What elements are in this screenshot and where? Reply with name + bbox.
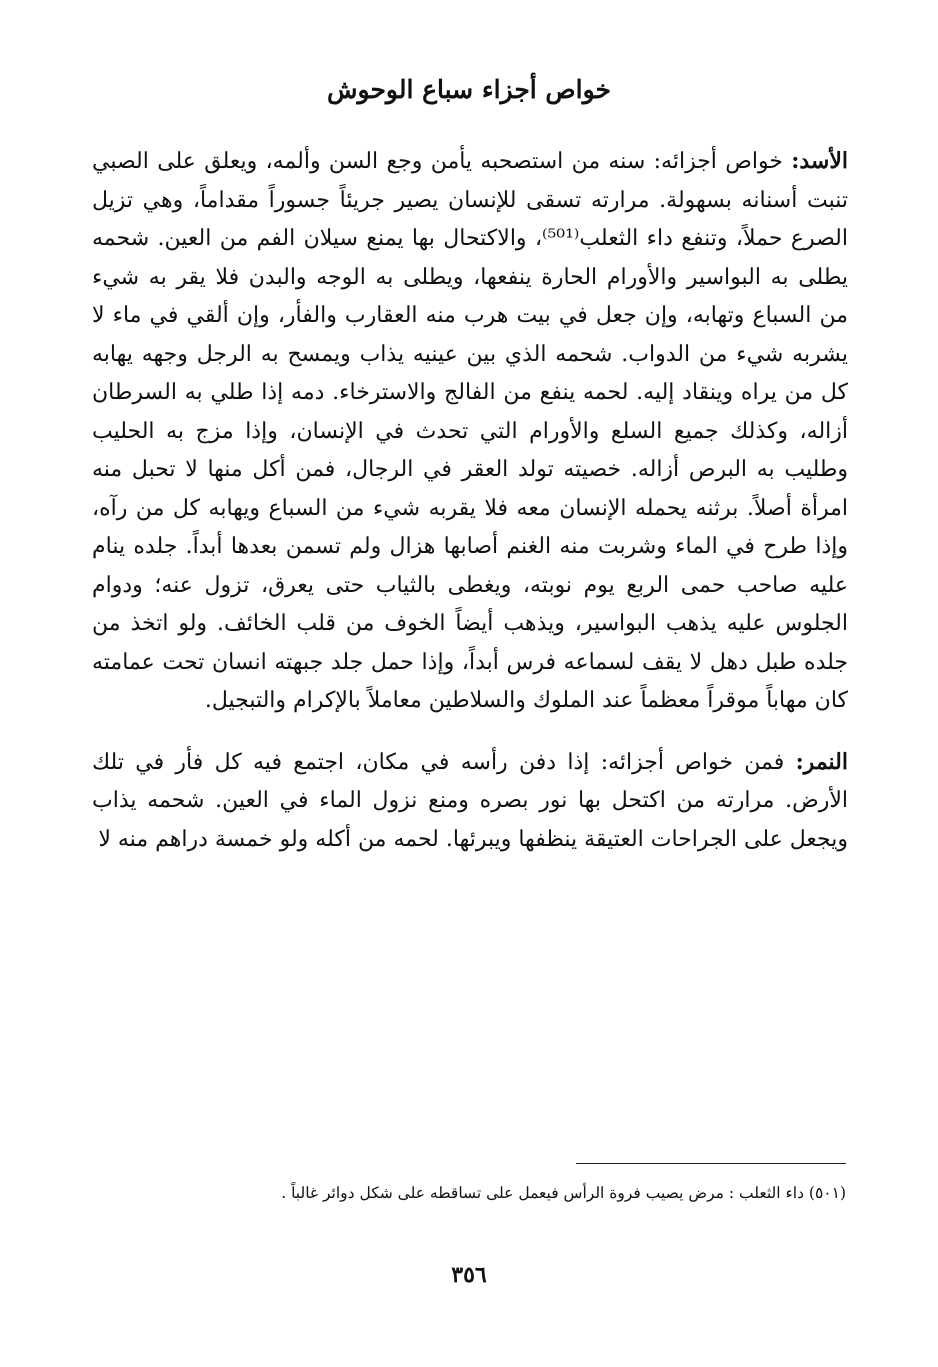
paragraph-lion <box>92 142 848 721</box>
section-heading-lion: الأسد: <box>791 148 848 174</box>
paragraph-tiger <box>92 743 848 860</box>
paragraph-text: خواص أجزائه: سنه من استصحبه يأمن وجع السن وألمه، ويعلق على الصبي تنبت أسنانه بسهولة. مرارته تسقى للإنسان يصير جريئاً جسوراً مقداماً، وهي تزيل الصرع حملاً، وتنفع داء الثعلب⁽⁵⁰¹⁾، والاكتحال بها يمنع سيلان الفم من العين. شحمه يطلى به البواسير والأورام الحارة ينفعها، ويطلى به الوجه والبدن فلا يقر به شيء من السباع وتهابه، وإن جعل في بيت هرب منه العقارب والفأر، وإن ألقي في ماء لا يشربه شيء من الدواب. شحمه الذي بين عينيه يذاب ويمسح به الرجل وجهه يهابه كل من يراه وينقاد إليه. لحمه ينفع من الفالج والاسترخاء. دمه إذا طلي به السرطان أزاله، وكذلك جميع السلع والأورام التي تحدث في الإنسان، وإذا مزج به الحليب وطليب به البرص أزاله. خصيته تولد العقر في الرجال، فمن أكل منها لا تحبل منه امرأة أصلاً. برثنه يحمله الإنسان معه فلا يقربه شيء من السباع ويهابه كل من رآه، وإذا طرح في الماء وشربت منه الغنم أصابها هزال ولم تسمن بعدها أبداً. جلده ينام عليه صاحب حمى الربع يوم نوبته، ويغطى بالثياب حتى يعرق، تزول عنه؛ ودوام الجلوس عليه يذهب البواسير، ويذهب أيضاً الخوف من قلب الخائف. ولو اتخذ من جلده طبل دهل لا يقف لسماعه فرس أبداً، وإذا حمل جلد جبهته انسان تحت عمامته كان مهاباً موقراً معظماً عند الملوك والسلاطين معاملاً بالإكرام والتبجيل. <box>92 149 849 713</box>
page-title: خواص أجزاء سباع الوحوش <box>327 75 611 104</box>
page-number: ٣٥٦ <box>451 1262 487 1288</box>
main-text <box>92 142 848 859</box>
footnote-divider <box>576 1163 846 1164</box>
paragraph-text: فمن خواص أجزائه: إذا دفن رأسه في مكان، اجتمع فيه كل فأر في تلك الأرض. مرارته من اكتحل بها نور بصره ومنع نزول الماء في العين. شحمه يذاب ويجعل على الجراحات العتيقة ينظفها ويبرئها. لحمه من أكله ولو خمسة دراهم منه لا <box>92 749 848 852</box>
section-heading-tiger: النمر: <box>795 748 848 775</box>
footnote: (٥٠١) داء الثعلب : مرض يصيب فروة الرأس فيعمل على تساقطه على شكل دوائر غالباً . <box>281 1184 846 1202</box>
